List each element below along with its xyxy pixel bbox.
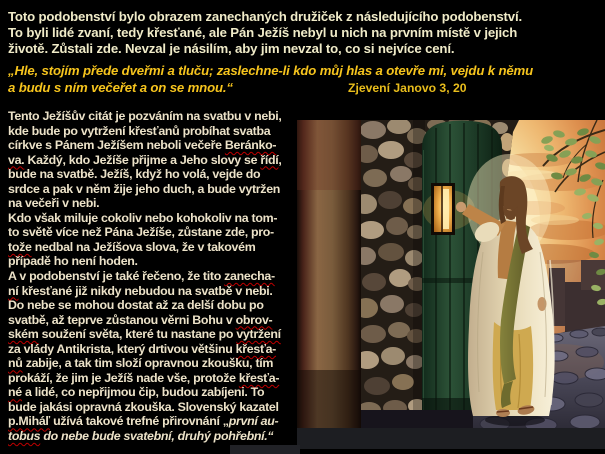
body-text-segment: bude na svatbě. Ježíš, když ho volá, vejde do [8,167,261,182]
panel-shadow [297,428,605,449]
panel-shadow-small [230,445,300,454]
body-line [8,327,282,342]
body-text-segment: kde bude po vytržení křesťanů probíhat svatba [8,123,271,138]
quote-line: a budu s ním večeřet a on se mnou.“ [8,80,233,95]
misspelled-word: křesťa- [238,370,280,385]
misspelled-word: Beránko- [224,138,277,153]
misspelled-word: p.Miháľ [8,414,50,429]
misspelled-word: né [8,385,22,400]
scripture-reference: Zjevení Janovo 3, 20 [348,81,467,95]
body-text-segment: do nebe bude svatební, druhý pohřební.“ [40,429,274,444]
body-text-segment: soužení světa, které tu nastane po [38,327,237,342]
misspelled-word: tobus [8,429,41,444]
jesus-knocking-painting [297,120,605,428]
body-line [8,313,282,328]
body-line [8,167,282,182]
body-line [8,429,282,444]
body-line [8,254,282,269]
body-line [8,371,282,386]
body-text [8,109,282,444]
door-threshold-shadow [353,410,473,428]
body-text-segment: srdce a pak v něm žije jeho duch, a bude vytržen [8,181,281,196]
body-text-segment: a lidé, co nepřijmou čip, budou zabíjeni. To [21,385,265,400]
body-line [8,385,282,400]
body-line [8,400,282,415]
body-line [8,124,282,139]
quote-line: „Hle, stojím přede dveřmi a tluču; zaslechne-li kdo můj hlas a otevře mi, vejdu k němu [8,63,534,78]
body-text-segment: Do nebe se mohou dostat až za delší dobu po [8,298,264,313]
title-line: Toto podobenství bylo obrazem zanechaných družiček z následujícího podobenství. [8,9,523,24]
misspelled-word: tože [8,239,32,254]
body-line [8,414,282,429]
misspelled-word: ském [8,327,39,342]
body-text-segment: Kdo však miluje cokoliv nebo kohokoliv na tom- [8,210,278,225]
body-line [8,356,282,371]
body-text-segment: svatbě, až teprve zůstanou věrni Bohu v [8,312,236,327]
body-text-segment: bude jakási opravná zkouška. Slovenský kazatel [8,399,279,414]
body-line [8,298,282,313]
misspelled-word: křesťa- [235,341,277,356]
body-text-segment: Každý, kdo Ježíše přijme a Jeho slovy se [24,152,261,167]
body-line [8,196,282,211]
body-text-segment: A v podobenství je také řečeno, že tito [8,269,225,284]
body-text-segment: církve s Pánem Ježíšem neboli večeře [8,138,225,153]
body-text-segment: první au- [228,414,279,429]
body-text-segment: , [278,152,282,167]
body-text-segment: Tento Ježíšův citát je pozváním na svatbu v nebi, [8,109,282,123]
body-line [8,269,282,284]
misspelled-word: zanecha- [224,269,275,284]
misspelled-word: vytržení [236,327,281,342]
body-line [8,138,282,153]
body-text-segment: za vlády Antikrista, který drtivou většinu [8,341,236,356]
misspelled-word: va. [8,152,25,167]
body-text-segment: nedbal na Ježíšova slova, že v takovém [31,239,256,254]
title-line: To byli lidé zvaní, tedy křesťané, ale Pán Ježíš nebyl u nich na prvním místě v jejich [8,25,518,40]
misspelled-word: ní [8,283,19,298]
body-line [8,109,282,124]
body-text-segment: užívá takové trefné přirovnání „ [49,414,229,429]
body-text-segment: to světě více než Pána Ježíše, zůstane zde, pro- [8,225,274,240]
body-text-segment: křesťané již nikdy nebudou na svatbě v nebi. [18,283,273,298]
body-line [8,342,282,357]
body-line [8,284,282,299]
misspelled-word: řídí [260,152,279,167]
body-text-segment: na večeři v nebi. [8,196,100,211]
title-block [8,9,522,57]
misspelled-word: nů [8,356,23,371]
quote-block [8,62,533,96]
body-line [8,182,282,197]
title-line: životě. Zůstali zde. Nevzal je násilím, aby jim nevzal to, co si nejvíce cení. [8,41,455,56]
body-line [8,225,282,240]
misspelled-word: obrov- [235,312,273,327]
body-text-segment: prokáží, že jim je Ježíš nade vše, protože [8,370,239,385]
foreground-pillar [297,120,361,428]
body-text-segment: zabije, a tak tim složí opravnou zkoušku, tím [22,356,274,371]
body-line [8,211,282,226]
body-line [8,153,282,168]
body-text-segment: případě ho není hoden. [8,254,138,269]
body-line [8,240,282,255]
